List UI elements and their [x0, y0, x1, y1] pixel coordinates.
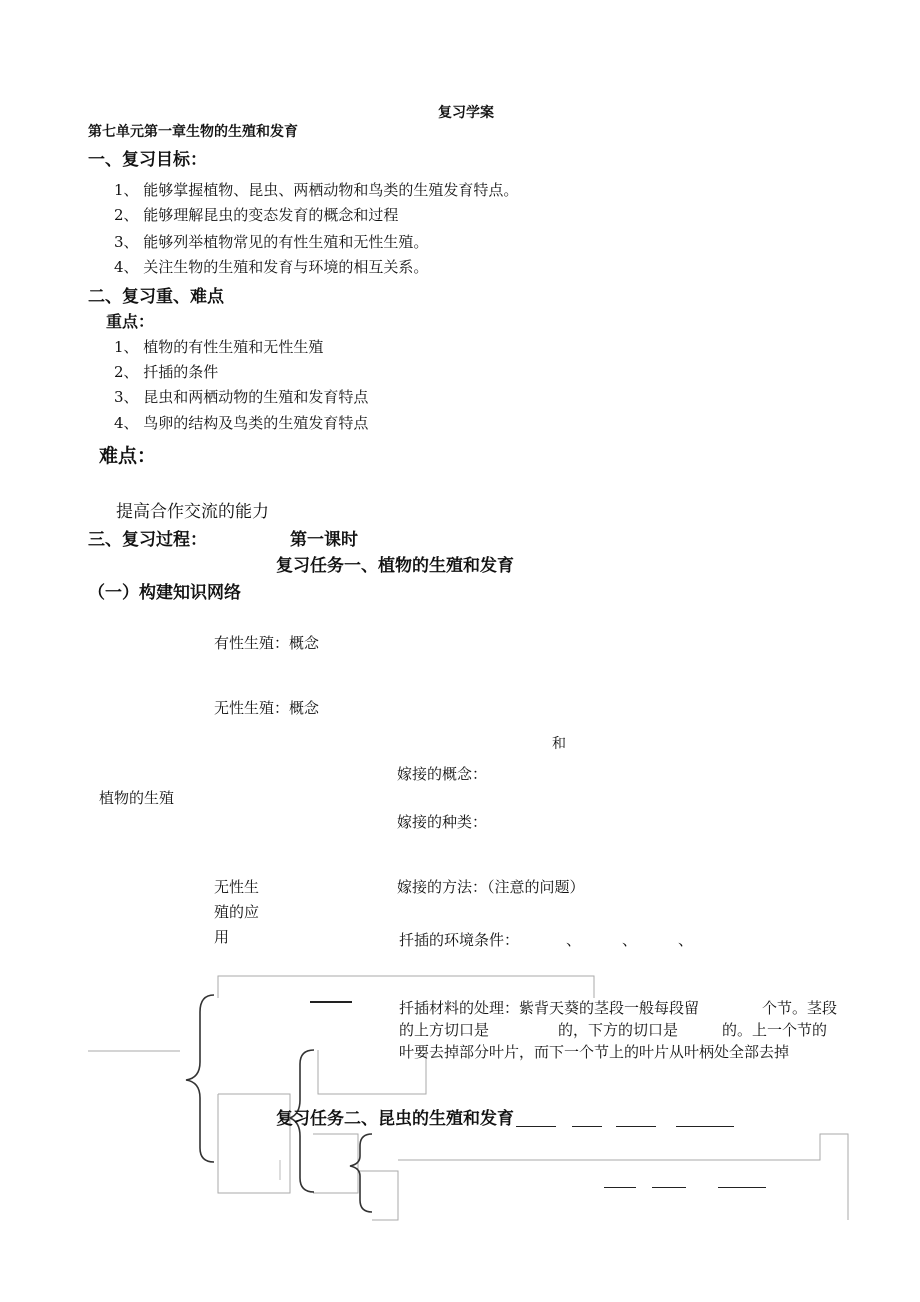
blank-line — [572, 1126, 602, 1127]
key-point-item: 2、 扦插的条件 — [114, 363, 219, 381]
cutting-material-text: 的上方切口是 — [399, 1021, 490, 1039]
blank-line — [676, 1126, 734, 1127]
separator-comma: 、 — [622, 931, 638, 949]
cutting-material-text: 个节。茎段 — [762, 999, 838, 1017]
cutting-material-text: 的，下方的切口是 — [558, 1021, 679, 1039]
asexual-application-label: 无性生 — [214, 878, 260, 896]
task1-heading: 复习任务一、植物的生殖和发育 — [276, 556, 514, 576]
grafting-concept-label: 嫁接的概念： — [397, 765, 488, 783]
asexual-application-label: 用 — [214, 928, 230, 946]
key-point-item: 3、 昆虫和两栖动物的生殖和发育特点 — [114, 388, 369, 406]
key-point-item: 1、 植物的有性生殖和无性生殖 — [114, 338, 324, 356]
knowledge-network-heading: （一）构建知识网络 — [88, 583, 241, 603]
blank-line — [310, 1001, 352, 1003]
key-points-label: 重点： — [106, 312, 155, 331]
separator-comma: 、 — [678, 931, 694, 949]
grafting-method-label: 嫁接的方法：（注意的问题） — [397, 878, 585, 896]
grafting-types-label: 嫁接的种类： — [397, 813, 488, 831]
task2-heading: 复习任务二、昆虫的生殖和发育 — [276, 1109, 514, 1129]
lesson-label: 第一课时 — [290, 530, 358, 550]
blank-line — [604, 1187, 636, 1188]
cutting-material-text: 的。上一个节的 — [722, 1021, 828, 1039]
asexual-reproduction-label: 无性生殖：概念 — [214, 699, 320, 717]
blank-line — [616, 1126, 656, 1127]
difficult-points-label: 难点： — [99, 445, 157, 467]
goal-item: 4、 关注生物的生殖和发育与环境的相互关系。 — [114, 258, 429, 276]
asexual-application-label: 殖的应 — [214, 903, 260, 921]
plant-reproduction-root: 植物的生殖 — [99, 789, 175, 807]
blank-line — [516, 1126, 556, 1127]
goal-item: 3、 能够列举植物常见的有性生殖和无性生殖。 — [114, 233, 429, 251]
goal-item: 1、 能够掌握植物、昆虫、两栖动物和鸟类的生殖发育特点。 — [114, 181, 519, 199]
and-word: 和 — [552, 736, 566, 752]
key-point-item: 4、 鸟卵的结构及鸟类的生殖发育特点 — [114, 414, 369, 432]
blank-line — [718, 1187, 766, 1188]
cutting-material-text: 扦插材料的处理：紫背天葵的茎段一般每段留 — [399, 999, 700, 1017]
cutting-material-text: 叶要去掉部分叶片，而下一个节上的叶片从叶柄处全部去掉 — [399, 1043, 790, 1061]
separator-comma: 、 — [566, 931, 582, 949]
doc-title: 复习学案 — [438, 105, 494, 121]
blank-line — [652, 1187, 686, 1188]
sexual-reproduction-label: 有性生殖：概念 — [214, 634, 320, 652]
section2-heading: 二、复习重、难点 — [88, 287, 224, 307]
difficult-point-text: 提高合作交流的能力 — [116, 502, 269, 522]
goal-item: 2、 能够理解昆虫的变态发育的概念和过程 — [114, 206, 399, 224]
cutting-environment-label: 扦插的环境条件： — [399, 931, 520, 949]
section1-heading: 一、复习目标： — [88, 150, 207, 170]
doc-subtitle: 第七单元第一章生物的生殖和发育 — [88, 124, 298, 140]
section3-heading: 三、复习过程： — [88, 530, 207, 550]
